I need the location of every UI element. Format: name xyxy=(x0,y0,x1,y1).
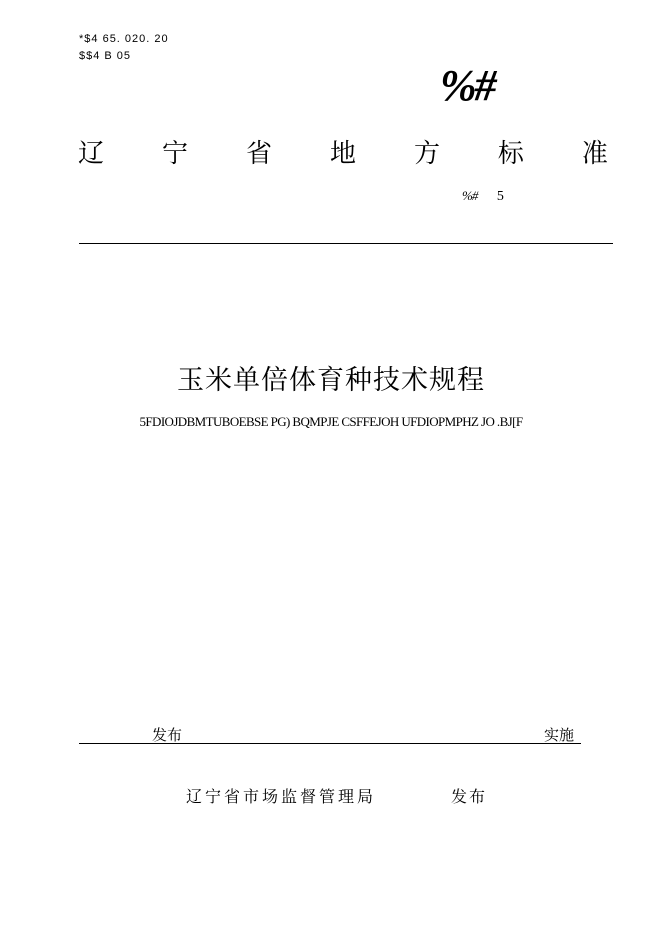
ccs-code: $$4 B 05 xyxy=(79,50,132,62)
standard-type-char: 方 xyxy=(413,139,440,169)
standard-type-char: 省 xyxy=(245,139,272,169)
implementation-date-label: 实施 xyxy=(544,726,575,744)
standard-code-number: 5 xyxy=(496,189,504,204)
issue-date-label: 发布 xyxy=(152,726,183,744)
footer-divider xyxy=(79,743,581,744)
standard-number xyxy=(462,188,504,205)
english-title: 5FDIOJDBMTUBOEBSE PG) BQMPJE CSFFEJOH UFDIOPMPHZ JO .BJ[F xyxy=(139,414,523,429)
standard-code-prefix: %# xyxy=(462,188,478,203)
standard-type-char: 地 xyxy=(329,139,356,169)
document-title: 玉米单倍体育种技术规程 xyxy=(177,365,485,396)
db-logo: %# xyxy=(440,61,495,110)
standard-type-char: 标 xyxy=(497,139,524,169)
standard-type-title xyxy=(78,138,608,170)
header-divider xyxy=(79,243,613,244)
issuer-label: 发布 xyxy=(451,787,488,806)
standard-type-char: 准 xyxy=(581,139,608,169)
ics-code: *$4 65. 020. 20 xyxy=(79,33,169,45)
issuing-authority: 辽宁省市场监督管理局 xyxy=(186,787,377,806)
standard-type-char: 辽 xyxy=(78,139,105,169)
standard-type-char: 宁 xyxy=(161,139,188,169)
